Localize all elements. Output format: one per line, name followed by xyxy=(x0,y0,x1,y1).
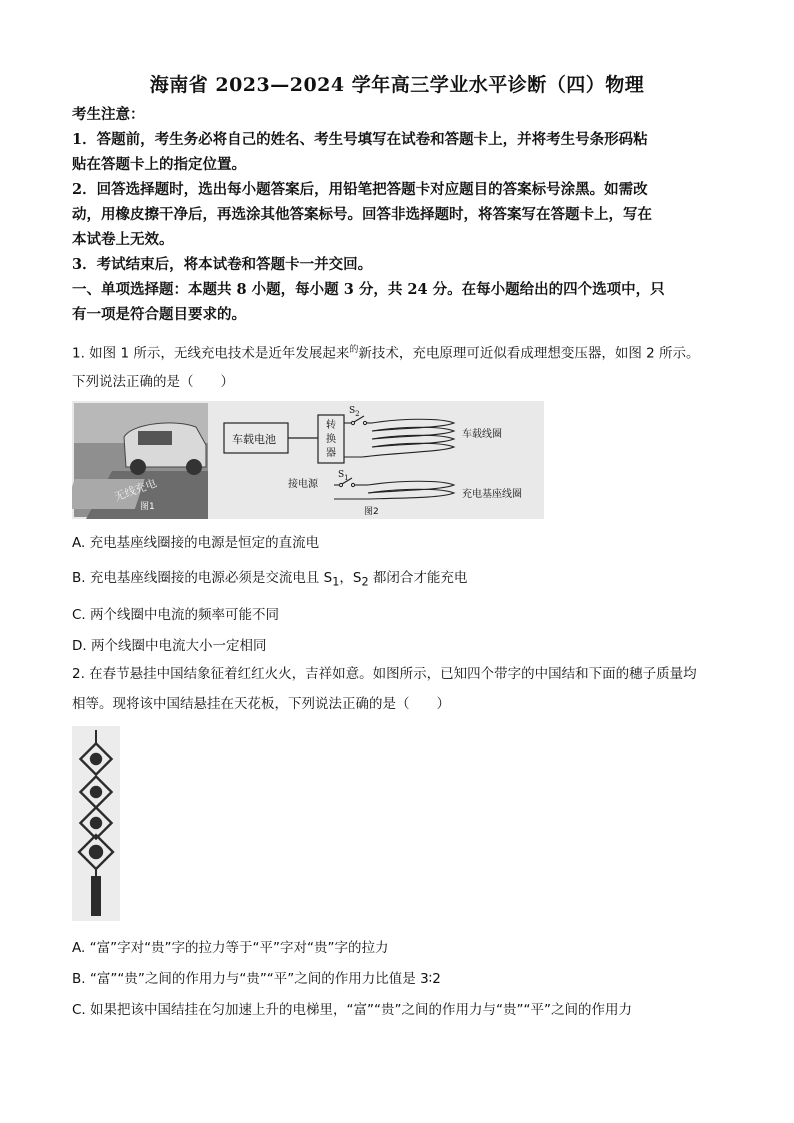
notice-item-3: 3．考试结束后，将本试卷和答题卡一并交回。 xyxy=(72,256,373,273)
battery-label: 车载电池 xyxy=(232,433,276,446)
fig1-caption: 图1 xyxy=(140,502,155,512)
q2-figure-chinese-knot xyxy=(72,726,120,921)
s2-label: $S_2$ xyxy=(349,406,360,418)
q2-stem-line-2: 相等。现将该中国结悬挂在天花板，下列说法正确的是（ ） xyxy=(72,696,450,712)
notice-heading: 考生注意： xyxy=(72,106,145,123)
q1-figure xyxy=(72,401,544,519)
page-title: 海南省 2023—2024 学年高三学业水平诊断（四）物理 xyxy=(149,74,645,96)
q1-stem-line-1 xyxy=(72,334,732,370)
q1-option-c: C. 两个线圈中电流的频率可能不同 xyxy=(72,607,280,623)
s1-label: $S_1$ xyxy=(338,470,349,482)
chinese-knot-svg xyxy=(72,726,120,921)
section-heading-line-1: 一、单项选择题：本题共 8 小题，每小题 3 分，共 24 分。在每小题给出的四个选项中，只 xyxy=(72,281,665,298)
q1-option-a: A. 充电基座线圈接的电源是恒定的直流电 xyxy=(72,535,320,551)
q1-option-d: D. 两个线圈中电流大小一定相同 xyxy=(72,638,267,654)
notice-item-1-line-2: 贴在答题卡上的指定位置。 xyxy=(72,156,246,173)
q1-option-b: B. 充电基座线圈接的电源必须是交流电且 $S_1$，$S_2$ 都闭合才能充电 xyxy=(72,570,468,589)
notice-item-2-line-2: 动，用橡皮擦干净后，再选涂其他答案标号。回答非选择题时，将答案写在答题卡上，写在 xyxy=(72,206,652,223)
power-label: 接电源 xyxy=(288,479,318,490)
q1-figure-svg xyxy=(72,401,544,519)
tassel xyxy=(91,876,101,916)
q2-stem-line-1: 2. 在春节悬挂中国结象征着红红火火，吉祥如意。如图所示，已知四个带字的中国结和下面的穗子质量均 xyxy=(72,666,697,682)
converter-label: 转 换 器 xyxy=(326,420,336,459)
q1-stem-line-2: 下列说法正确的是（ ） xyxy=(72,374,234,390)
fig2-caption: 图2 xyxy=(364,507,379,517)
car-coil xyxy=(362,419,454,457)
section-heading-line-2: 有一项是符合题目要求的。 xyxy=(72,306,246,323)
notice-item-1-line-1: 1．答题前，考生务必将自己的姓名、考生号填写在试卷和答题卡上，并将考生号条形码粘 xyxy=(72,131,648,148)
q1-stem-sup: 的 xyxy=(349,345,359,355)
knot-2 xyxy=(80,776,111,807)
notice-item-2-line-1: 2．回答选择题时，选出每小题答案后，用铅笔把答题卡对应题目的答案标号涂黑。如需改 xyxy=(72,181,648,198)
q2-option-c: C. 如果把该中国结挂在匀加速上升的电梯里，“富”“贵”之间的作用力与“贵”“平”之间的作用力 xyxy=(72,1002,632,1018)
base-coil-label: 充电基座线圈 xyxy=(462,489,522,500)
notice-item-2-line-3: 本试卷上无效。 xyxy=(72,231,174,248)
base-coil xyxy=(368,481,454,499)
q1-stem-part-a: 1. 如图 1 所示，无线充电技术是近年发展起来 xyxy=(72,345,350,362)
car-coil-label: 车载线圈 xyxy=(462,429,502,440)
q2-option-b: B. “富”“贵”之间的作用力与“贵”“平”之间的作用力比值是 3∶2 xyxy=(72,971,441,987)
q2-option-a: A. “富”字对“贵”字的拉力等于“平”字对“贵”字的拉力 xyxy=(72,940,389,956)
q1-stem-part-b: 新技术，充电原理可近似看成理想变压器，如图 2 所示。 xyxy=(358,345,700,362)
car-sign-text: 无线充电 xyxy=(112,476,159,504)
knot-1 xyxy=(80,743,111,774)
